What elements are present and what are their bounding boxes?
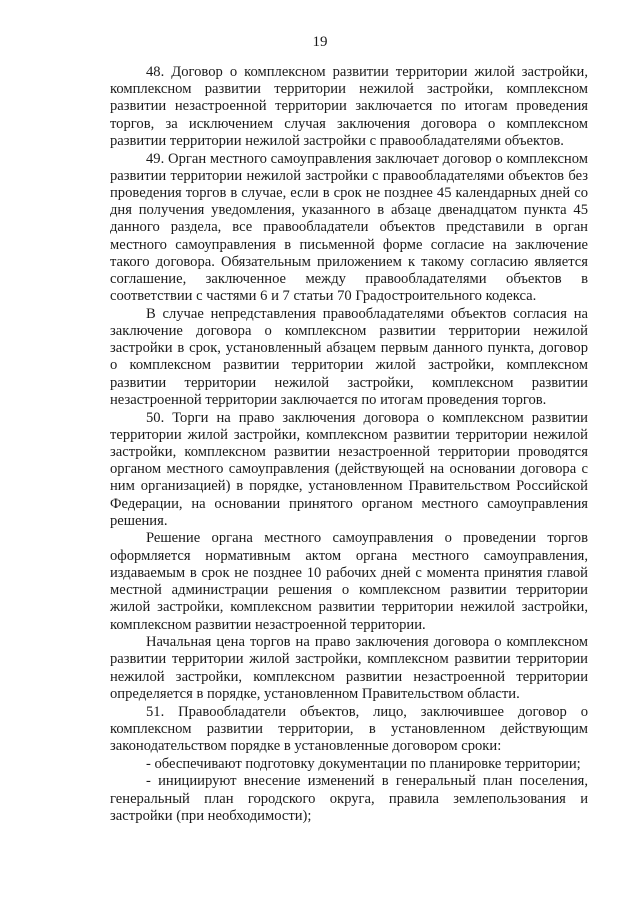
list-item: - обеспечивают подготовку документации по планировке территории; [146,755,581,772]
paragraph-48: 48. Договор о комплексном развитии территории жилой застройки, комплексном развитии территории нежилой застройки, комплексном развитии незастроенной территории заключается по итогам проведения торгов, за исключением случая заключения договора о комплексном развитии территории нежилой застройки с правообладателями объектов. [110,64,588,149]
page-number: 19 [312,34,328,50]
paragraph-49: 49. Орган местного самоуправления заключает договор о комплексном развитии территории нежилой застройки с правообладателями объектов без проведения торгов в случае, если в срок не позднее 45 календарных дней со дня получения уведомления, указанного в абзаце двенадцатом пункта 45 данного раздела, все правообладатели объектов представили в орган местного самоуправления в письменной форме согласие на заключение такого договора. Обязательным приложением к такому согласию является соглашение, заключенное между правообладателями объектов в соответствии с частями 6 и 7 статьи 70 Градостроительного кодекса. [110,150,588,305]
paragraph-51: 51. Правообладатели объектов, лицо, заключившее договор о комплексном развитии территории, в установленном действующим законодательством порядке в установленные договором сроки: [110,703,588,754]
paragraph-50-initial-price: Начальная цена торгов на право заключения договора о комплексном развитии территории жилой застройки, комплексном развитии территории нежилой застройки, комплексном развитии незастроенной территории определяется в порядке, установленном Правительством области. [110,634,588,702]
paragraph-50: 50. Торги на право заключения договора о комплексном развитии территории жилой застройки, комплексном развитии территории нежилой застройки, комплексном развитии незастроенной территории проводятся органом местного самоуправления (действующей на основании договора с ним организацией) в порядке, установленном Правительством Российской Федерации, на основании принятого органом местного самоуправления решения. [110,409,588,529]
paragraph-50-decision: Решение органа местного самоуправления о проведении торгов оформляется нормативным актом органа местного самоуправления, издаваемым в срок не позднее 10 рабочих дней с момента принятия главой местной администрации решения о комплексном развитии территории жилой застройки, комплексном развитии территории нежилой застройки, комплексном развитии незастроенной территории. [110,530,588,633]
list-item: - инициируют внесение изменений в генеральный план поселения, генеральный план городского округа, правила землепользования и застройки (при необходимости); [110,773,588,824]
paragraph-49-continuation: В случае непредставления правообладателями объектов согласия на заключение договора о комплексном развитии территории нежилой застройки в срок, установленный абзацем первым данного пункта, договор о комплексном развитии территории жилой застройки, комплексном развитии территории нежилой застройки, комплексном развитии незастроенной территории заключается по итогам проведения торгов. [110,305,588,408]
document-body [110,64,588,825]
